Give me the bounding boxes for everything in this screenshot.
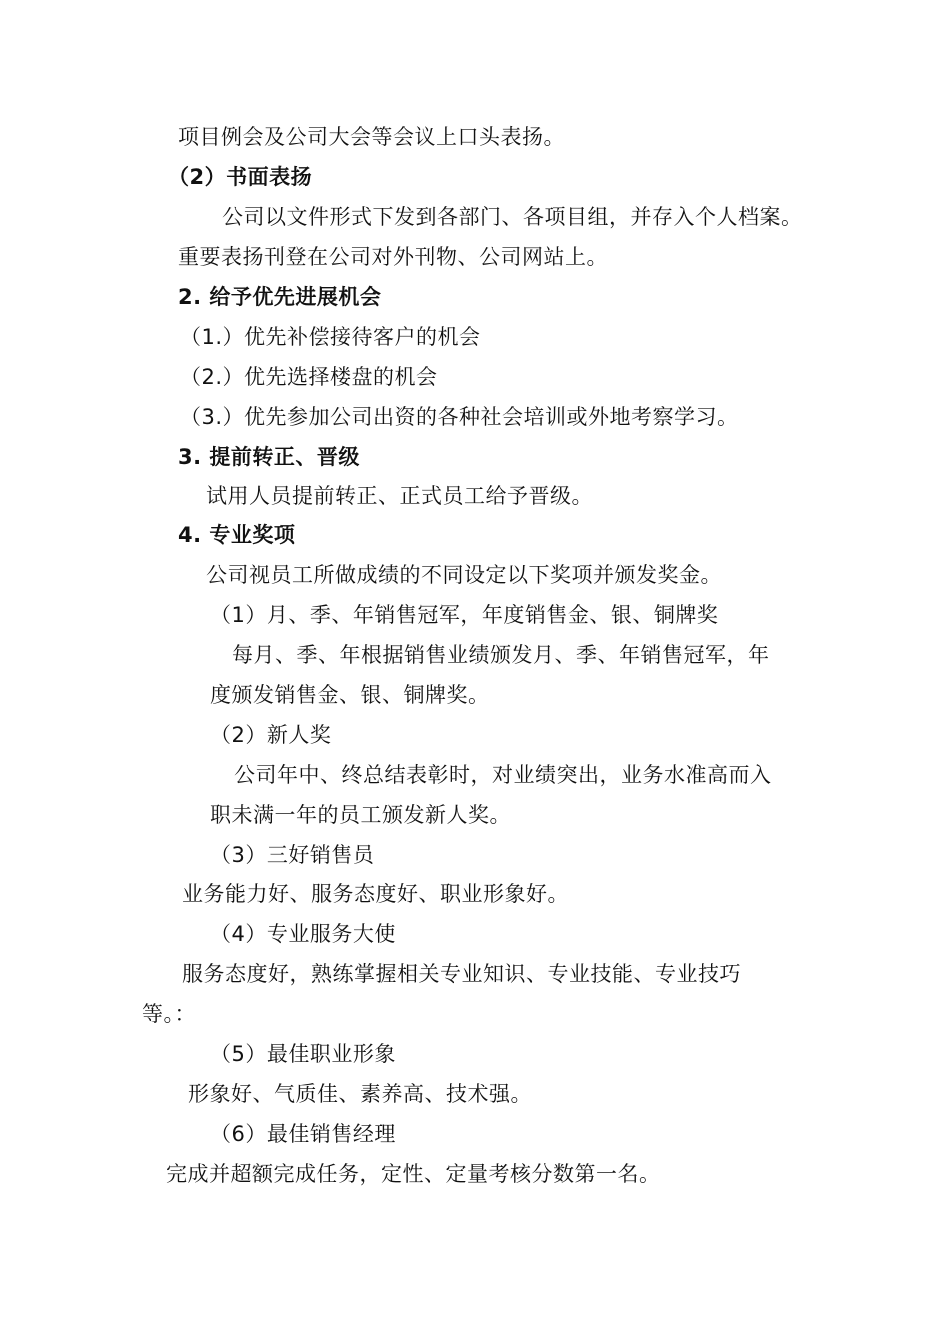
list-item-priority-3: （3.）优先参加公司出资的各种社会培训或外地考察学习。: [180, 405, 739, 429]
award-item-2-desc-1: 公司年中、终总结表彰时，对业绩突出，业务水准高而入: [234, 763, 772, 787]
award-item-4-desc-2: 等。：: [142, 1002, 196, 1026]
text-line-10: 试用人员提前转正、正式员工给予晋级。: [206, 484, 593, 508]
list-item-priority-2: （2.）优先选择楼盘的机会: [180, 365, 438, 389]
award-item-5-title: （5）最佳职业形象: [210, 1042, 396, 1066]
award-item-3-title: （3）三好销售员: [210, 843, 375, 867]
award-item-1-title: （1）月、季、年销售冠军，年度销售金、银、铜牌奖: [210, 603, 719, 627]
award-item-1-desc-2: 度颁发销售金、银、铜牌奖。: [210, 683, 490, 707]
heading-written-praise: （2）书面表扬: [168, 165, 313, 189]
award-item-4-title: （4）专业服务大使: [210, 922, 396, 946]
award-item-6-title: （6）最佳销售经理: [210, 1122, 396, 1146]
heading-professional-awards: 4. 专业奖项: [178, 523, 296, 547]
text-line-4: 重要表扬刊登在公司对外刊物、公司网站上。: [178, 245, 608, 269]
award-item-6-desc: 完成并超额完成任务，定性、定量考核分数第一名。: [166, 1162, 661, 1186]
award-item-2-title: （2）新人奖: [210, 723, 332, 747]
text-line-1: 项目例会及公司大会等会议上口头表扬。: [178, 125, 565, 149]
award-item-2-desc-2: 职未满一年的员工颁发新人奖。: [210, 803, 511, 827]
text-line-12: 公司视员工所做成绩的不同设定以下奖项并颁发奖金。: [206, 563, 722, 587]
award-item-1-desc-1: 每月、季、年根据销售业绩颁发月、季、年销售冠军，年: [232, 643, 770, 667]
heading-priority-opportunity: 2. 给予优先进展机会: [178, 285, 382, 309]
award-item-4-desc-1: 服务态度好，熟练掌握相关专业知识、专业技能、专业技巧: [182, 962, 741, 986]
list-item-priority-1: （1.）优先补偿接待客户的机会: [180, 325, 481, 349]
heading-promotion: 3. 提前转正、晋级: [178, 445, 360, 469]
text-line-3: 公司以文件形式下发到各部门、各项目组，并存入个人档案。: [222, 205, 803, 229]
award-item-5-desc: 形象好、气质佳、素养高、技术强。: [188, 1082, 532, 1106]
award-item-3-desc: 业务能力好、服务态度好、职业形象好。: [182, 882, 569, 906]
